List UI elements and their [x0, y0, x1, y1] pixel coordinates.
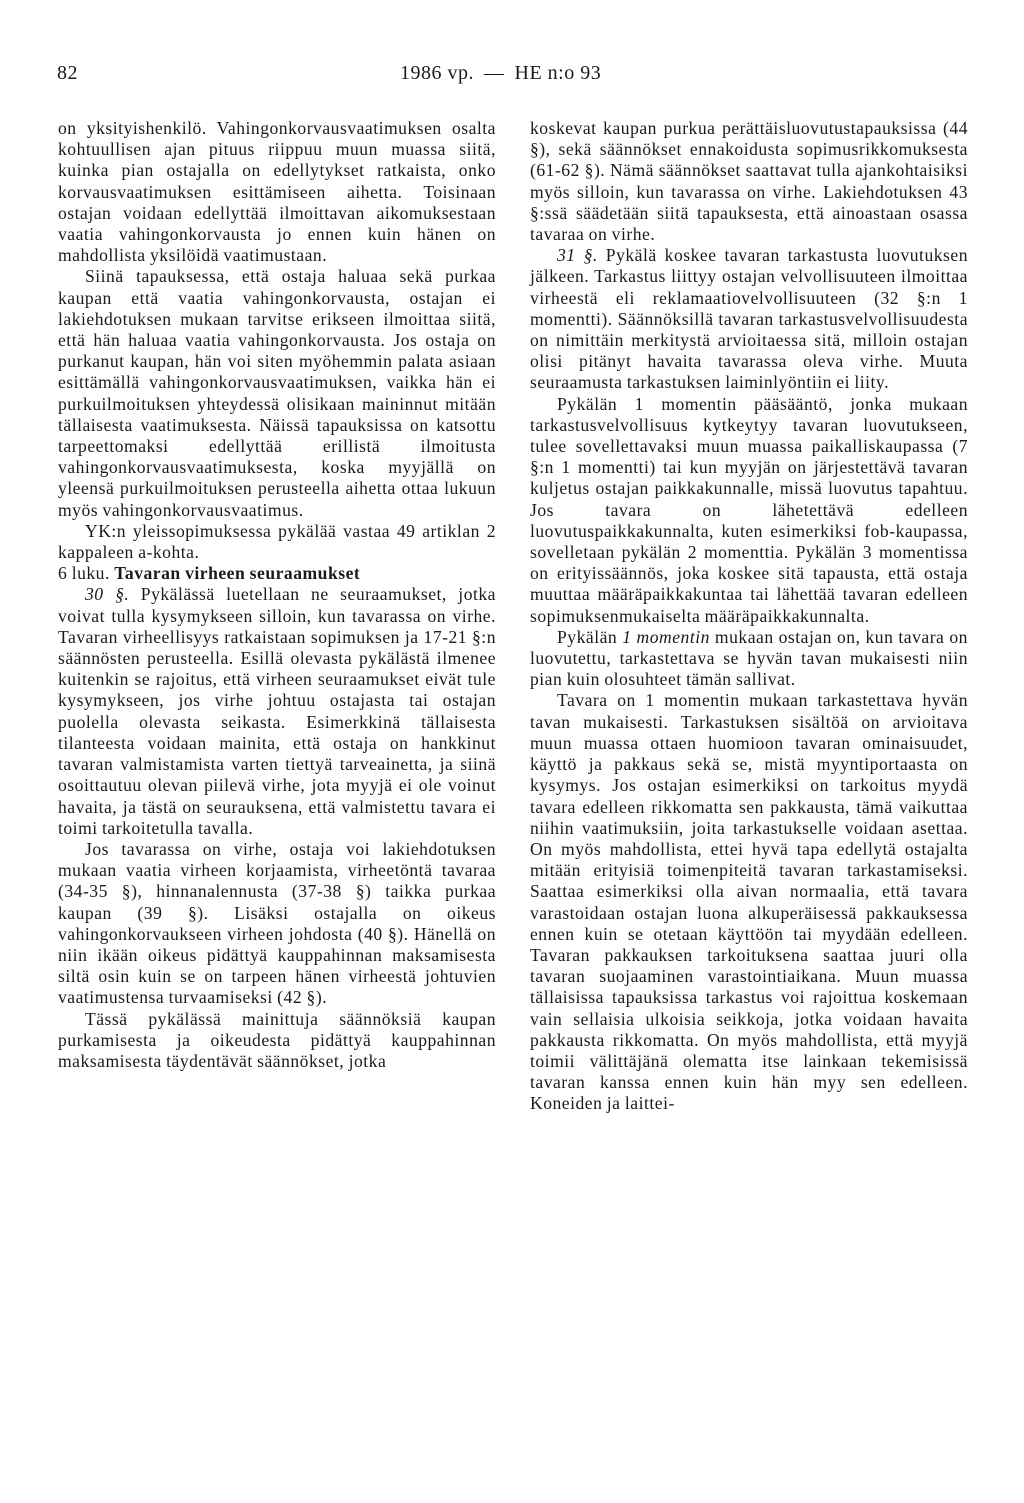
chapter-heading: [58, 563, 496, 584]
paragraph: Tavara on 1 momentin mukaan tarkastettava hyvän tavan mukaisesti. Tarkastuksen sisältöä on arvioitava muun muassa ottaen huomioon tavaran ominaisuudet, käyttö ja pakkaus sekä se, mistä myyntiportaasta on kysymys. Jos ostajan esimerkiksi on tarkoitus myydä tavara edelleen rikkomatta sen pakkausta, tämä vaikuttaa niihin vaatimuksiin, joita tarkastukselle voidaan asettaa. On myös mahdollista, ettei hyvä tapa edellytä ostajalta mitään erityisiä toimenpiteitä tavaran tarkastamiseksi. Saattaa esimerkiksi olla aivan normaalia, että tavara varastoidaan ostajan luona alkuperäisessä pakkauksessa ennen kuin se otetaan käyttöön tai myydään edelleen. Tavaran pakkauksen tarkoituksena saattaa juuri olla tavaran suojaaminen varastointiaikana. Muun muassa tällaisissa tapauksissa tarkastus voi rajoittua koskemaan vain sellaisia ulkoisia seikkoja, jotka voidaan havaita pakkausta rikkomatta. On myös mahdollista, että myyjä toimii välittäjänä olematta itse lainkaan tekemisissä tavaran kanssa ennen kuin hän myy sen edelleen. Koneiden ja laittei-: [530, 690, 968, 1114]
chapter-number: 6 luku.: [58, 563, 110, 584]
running-head-separator: —: [484, 62, 505, 84]
section-text: Pykälä koskee tavaran tarkastusta luovutuksen jälkeen. Tarkastus liittyy ostajan velvollisuuteen ilmoittaa virheestä eli reklamaatiovelvollisuuteen (32 §:n 1 momentti). Säännöksillä tavaran tarkastusvelvollisuudesta on nimittäin merkitystä arvioitaessa sitä, milloin ostajan olisi pitänyt havaita tavarassa oleva virhe. Muuta seuraamusta tarkastuksen laiminlyöntiin ei liity.: [530, 245, 968, 393]
paragraph: YK:n yleissopimuksessa pykälää vastaa 49 artiklan 2 kappaleen a-kohta.: [58, 520, 496, 563]
paragraph: Pykälän 1 momentin pääsääntö, jonka mukaan tarkastusvelvollisuus kytkeytyy tavaran luovutukseen, tulee sovellettavaksi muun muassa paikalliskaupassa (7 §:n 1 momentti) tai kun myyjän on järjestettävä tavaran kuljetus ostajan paikkakunnalle, missä luovutus tapahtuu. Jos tavara on lähetettävä edelleen luovutuspaikkakunnalta, kuten esimerkiksi fob-kaupassa, sovelletaan pykälän 2 momenttia. Pykälän 3 momentissa on erityissäännös, joka koskee sitä tapausta, että ostaja muuttaa määräpaikkakuntaa tai lähettää tavaran edelleen sopimuksenmukaiselta määräpaikkakunnalta.: [530, 393, 968, 626]
left-column: [58, 118, 496, 1072]
paragraph: Siinä tapauksessa, että ostaja haluaa sekä purkaa kaupan että vaatia vahingonkorvausta, ostajan ei lakiehdotuksen mukaan tarvitse erikseen ilmoittaa siitä, että hän haluaa vaatia vahingonkorvausta. Jos ostaja on purkanut kaupan, hän voi siten myöhemmin palata asiaan esittämällä vahingonkorvausvaatimuksen, vaikka hän ei purkuilmoituksen yhteydessä olisikaan maininnut mitään tällaisesta vaatimuksesta. Näissä tapauksissa on katsottu tarpeettomaksi edellyttää erillistä ilmoitusta vahingonkorvausvaatimuksesta, koska myyjällä on yleensä purkuilmoituksen perusteella aihetta ottaa lukuun myös vahingonkorvausvaatimus.: [58, 266, 496, 520]
paragraph: [530, 627, 968, 691]
running-head-doc-id: HE n:o 93: [514, 62, 602, 84]
section-number: 31 §.: [557, 245, 598, 266]
section-31-paragraph: [530, 245, 968, 393]
paragraph-rest: mukaan ostajan on, kun tavara on luovutettu, tarkastettava se hyvän tavan mukaisesti niin pian kuin olosuhteet tämän sallivat.: [530, 626, 968, 690]
paragraph: Tässä pykälässä mainittuja säännöksiä kaupan purkamisesta ja oikeudesta pidättyä kauppahinnan maksamisesta täydentävät säännökset, jotka: [58, 1008, 496, 1071]
section-number: 30 §.: [85, 584, 130, 605]
running-head-year: 1986 vp.: [400, 62, 474, 84]
section-30-paragraph: [58, 584, 496, 838]
section-text: Pykälässä luetellaan ne seuraamukset, jotka voivat tulla kysymykseen silloin, kun tavarassa on virhe. Tavaran virheellisyys ratkaistaan sopimuksen ja 17-21 §:n säännösten perusteella. Esillä olevasta pykälästä ilmenee kuitenkin se rajoitus, että virheen seuraamukset eivät tule kysymykseen, jos virhe johtuu ostajasta tai ostajan puolella olevasta seikasta. Esimerkkinä tällaisesta tilanteesta voidaan mainita, että ostaja on hankkinut tavaran valmistamista varten tiettyä tarveainetta, ja siinä osoittautuu olevan piilevä virhe, jota myyjä ei ole voinut havaita, ja tästä on seurauksena, että valmistettu tavara ei toimi tarkoitetulla tavalla.: [58, 584, 496, 838]
paragraph-start: Pykälän: [557, 626, 618, 647]
right-column: [530, 118, 968, 1115]
chapter-title: Tavaran virheen seuraamukset: [114, 563, 361, 584]
emphasized-term: 1 momentin: [622, 626, 710, 647]
running-head: [400, 62, 601, 85]
paragraph: on yksityishenkilö. Vahingonkorvausvaatimuksen osalta kohtuullisen ajan pituus riippuu muun muassa siitä, kuinka pian ostajalla on edellytykset ratkaista, onko korvausvaatimuksen esittämiseen aihetta. Toisinaan ostajan voidaan edellyttää ilmoittavan aikomuksestaan vaatia vahingonkorvausta jo ennen kuin hänen on mahdollista yksilöidä vaatimustaan.: [58, 118, 496, 266]
paragraph: koskevat kaupan purkua perättäisluovutustapauksissa (44 §), sekä säännökset ennakoidusta sopimusrikkomuksesta (61-62 §). Nämä säännökset saattavat tulla ajankohtaisiksi myös silloin, kun tavarassa on virhe. Lakiehdotuksen 43 §:ssä säädetään siitä tapauksesta, että ainoastaan osassa tavaraa on virhe.: [530, 118, 968, 245]
paragraph: Jos tavarassa on virhe, ostaja voi lakiehdotuksen mukaan vaatia virheen korjaamista, virheetöntä tavaraa (34-35 §), hinnanalennusta (37-38 §) taikka purkaa kaupan (39 §). Lisäksi ostajalla on oikeus vahingonkorvaukseen virheen johdosta (40 §). Hänellä on niin ikään oikeus pidättyä kauppahinnan maksamisesta siltä osin kuin se on tarpeen hänen virheestä johtuvien vaatimustensa turvaamiseksi (42 §).: [58, 838, 496, 1008]
page-number: 82: [57, 62, 78, 84]
